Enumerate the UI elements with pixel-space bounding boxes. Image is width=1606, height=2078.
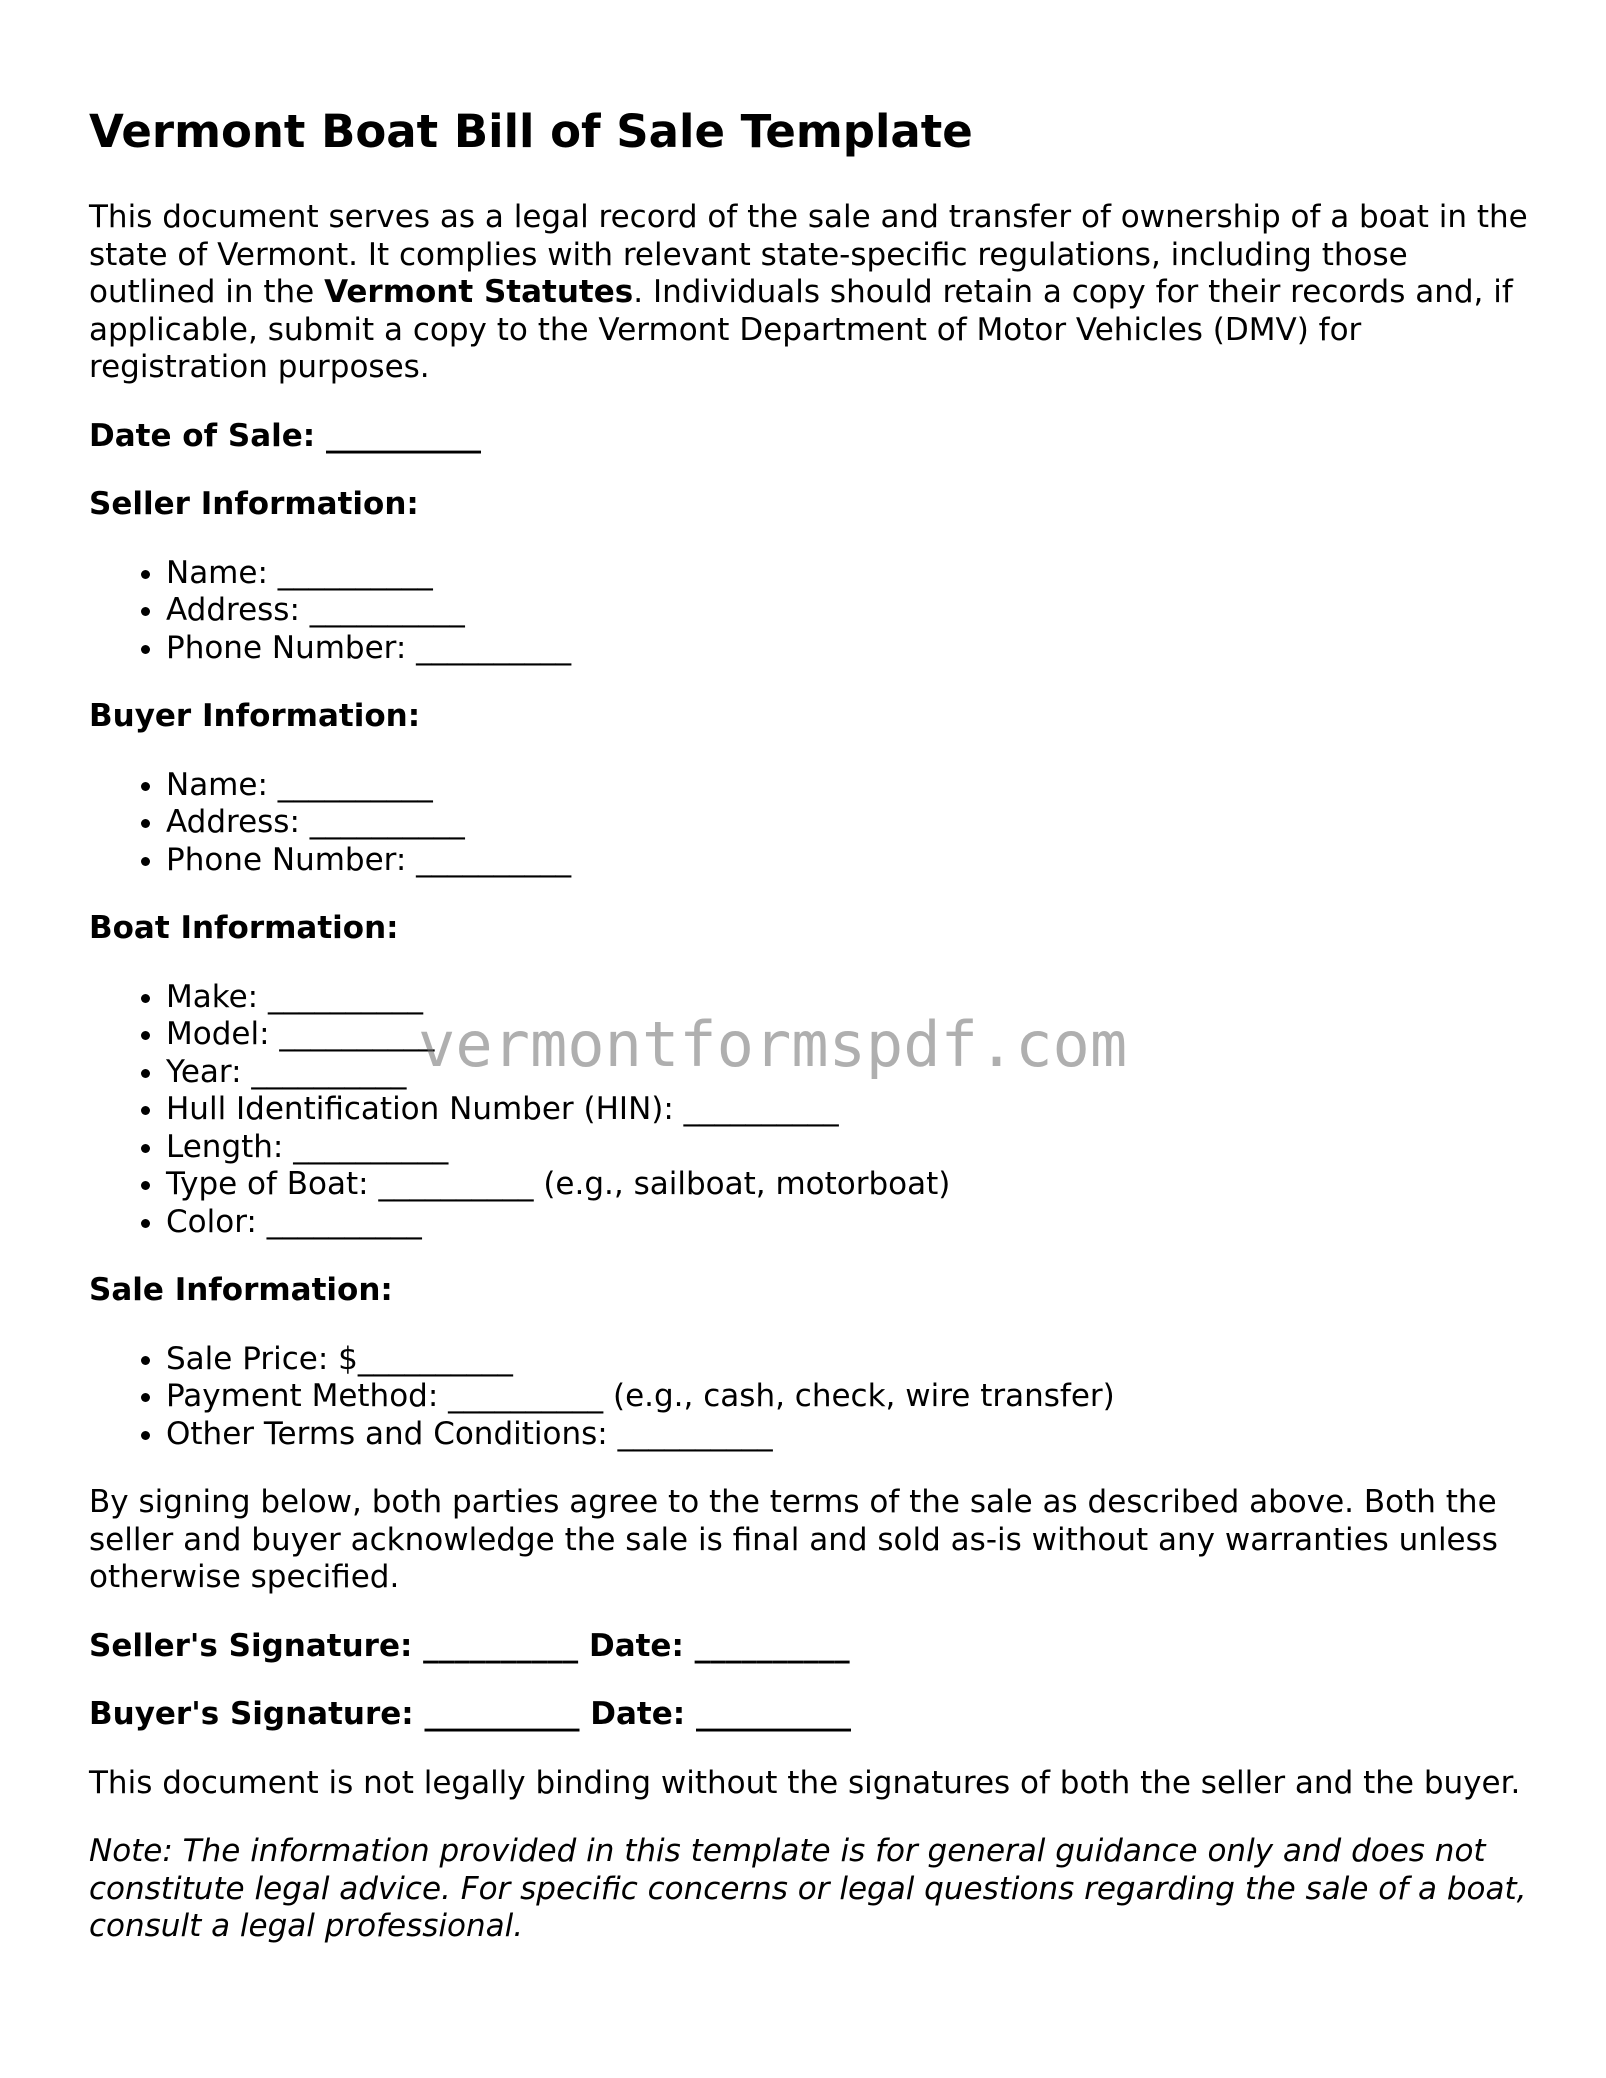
disclaimer-note: Note: The information provided in this template is for general guidance only and does not constitute legal advice. For specific concerns or legal questions regarding the sale of a boat, consult a legal professional. bbox=[89, 1833, 1527, 1944]
intro-bold-statutes: Vermont Statutes bbox=[324, 274, 634, 310]
page-title: Vermont Boat Bill of Sale Template bbox=[89, 105, 973, 158]
list-item: • Name: __________ bbox=[166, 555, 1529, 593]
list-item: • Payment Method: __________ (e.g., cash, check, wire transfer) bbox=[166, 1378, 1529, 1416]
document-page bbox=[89, 105, 1529, 1977]
seller-heading: Seller Information: bbox=[89, 486, 419, 522]
list-item: • Color: __________ bbox=[166, 1204, 1529, 1242]
list-item: • Type of Boat: __________ (e.g., sailboat, motorboat) bbox=[166, 1166, 1529, 1204]
intro-paragraph bbox=[89, 199, 1529, 387]
binding-note: This document is not legally binding without the signatures of both the seller and the buyer. bbox=[89, 1764, 1521, 1801]
list-item: • Length: __________ bbox=[166, 1129, 1529, 1167]
buyer-heading: Buyer Information: bbox=[89, 698, 421, 734]
date-of-sale bbox=[89, 418, 1529, 456]
list-item: • Address: __________ bbox=[166, 804, 1529, 842]
list-item: • Name: __________ bbox=[166, 767, 1529, 805]
list-item: • Address: __________ bbox=[166, 592, 1529, 630]
list-item: • Phone Number: __________ bbox=[166, 842, 1529, 880]
intro-text-start: This document serves as a legal record of the sale and transfer of ownership of a boat in the state of Vermont. It complies with relevant state-specific regulations, including those outlined in the bbox=[89, 199, 1528, 310]
list-item: • Year: __________ bbox=[166, 1054, 1529, 1092]
boat-list bbox=[89, 979, 1529, 1242]
list-item: • Phone Number: __________ bbox=[166, 630, 1529, 668]
boat-heading: Boat Information: bbox=[89, 910, 399, 946]
seller-list bbox=[89, 555, 1529, 668]
agreement-paragraph: By signing below, both parties agree to the terms of the sale as described above. Both the seller and buyer acknowledge the sale is final and sold as-is without any warranties unless otherwise specified. bbox=[89, 1484, 1498, 1595]
buyer-signature-line: Buyer's Signature: __________ Date: __________ bbox=[89, 1696, 851, 1732]
watermark: vermontformspdf.com bbox=[418, 1008, 1128, 1081]
list-item: • Make: __________ bbox=[166, 979, 1529, 1017]
list-item: • Hull Identification Number (HIN): __________ bbox=[166, 1091, 1529, 1129]
list-item: • Other Terms and Conditions: __________ bbox=[166, 1416, 1529, 1454]
list-item: • Model: __________ bbox=[166, 1016, 1529, 1054]
date-of-sale-label: Date of Sale: bbox=[89, 417, 316, 454]
buyer-list bbox=[89, 767, 1529, 880]
date-of-sale-blank: __________ bbox=[325, 417, 481, 454]
intro-text-end: . Individuals should retain a copy for their records and, if applicable, submit a copy to the Vermont Department of Motor Vehicles (DMV) for registration purposes. bbox=[89, 274, 1513, 385]
sale-heading: Sale Information: bbox=[89, 1272, 393, 1308]
list-item: • Sale Price: $__________ bbox=[166, 1341, 1529, 1379]
sale-list bbox=[89, 1341, 1529, 1454]
seller-signature-line: Seller's Signature: __________ Date: __________ bbox=[89, 1627, 850, 1664]
